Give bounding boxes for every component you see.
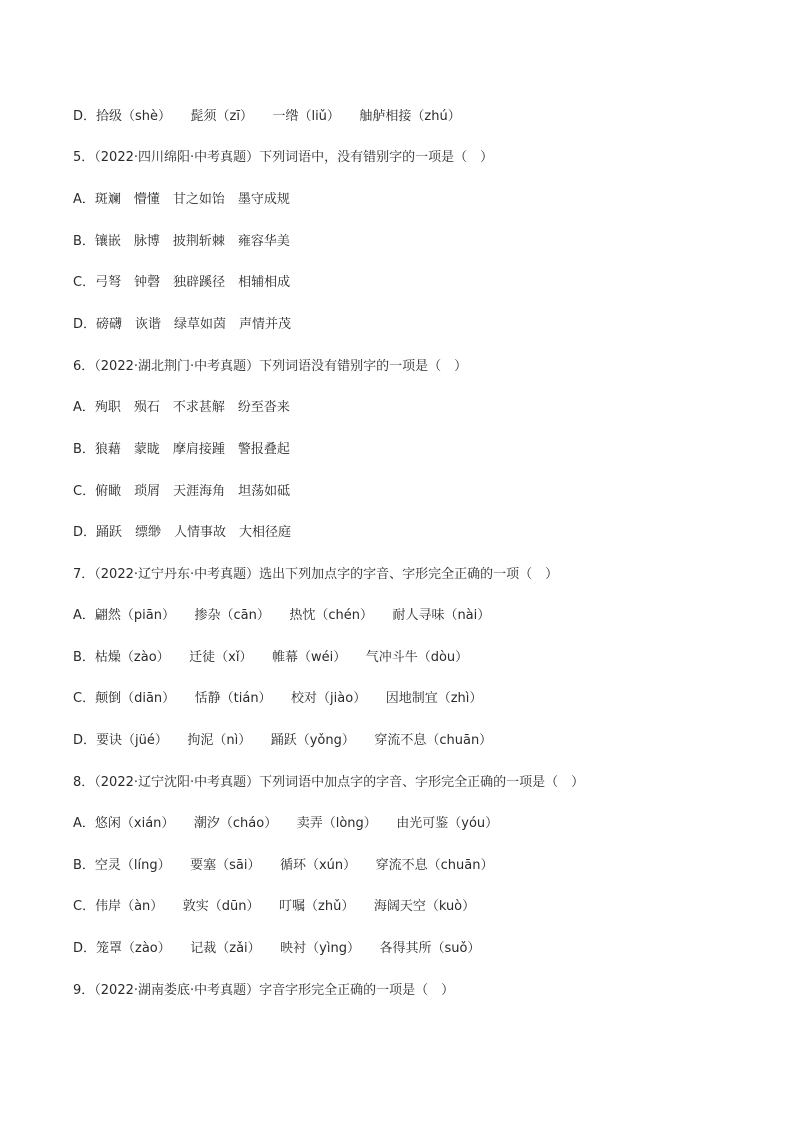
question-9-stem: 9．（2022·湖南娄底·中考真题）字音字形完全正确的一项是（ ）: [73, 983, 455, 998]
option-d-line-q4: D．拾级（shè） 髭须（zī） 一绺（liǔ） 舳舻相接（zhú）: [73, 109, 461, 124]
question-6-option-b: B．狼藉 蒙眬 摩肩接踵 警报叠起: [73, 442, 290, 457]
question-8-stem: 8．（2022·辽宁沈阳·中考真题）下列词语中加点字的字音、字形完全正确的一项是（ ）: [73, 775, 585, 790]
question-5-option-b: B．镶嵌 脉博 披荆斩棘 雍容华美: [73, 234, 290, 249]
question-7-option-a: A．翩然（piān） 掺杂（cān） 热忱（chén） 耐人寻味（nài）: [73, 608, 491, 623]
question-7-option-b: B．枯燥（zào） 迁徒（xǐ） 帷幕（wéi） 气冲斗牛（dòu）: [73, 650, 469, 665]
question-7-stem: 7．（2022·辽宁丹东·中考真题）选出下列加点字的字音、字形完全正确的一项（ ）: [73, 567, 559, 582]
question-6-stem: 6．（2022·湖北荆门·中考真题）下列词语没有错别字的一项是（ ）: [73, 359, 468, 374]
question-7-option-c: C．颠倒（diān） 恬静（tián） 校对（jiào） 因地制宜（zhì）: [73, 691, 483, 706]
question-5-stem: 5．（2022·四川绵阳·中考真题）下列词语中，没有错别字的一项是（ ）: [73, 150, 494, 165]
question-8-option-b: B．空灵（líng） 要塞（sāi） 循环（xún） 穿流不息（chuān）: [73, 858, 494, 873]
question-8-option-d: D．笼罩（zào） 记裁（zǎi） 映衬（yìng） 各得其所（suǒ）: [73, 941, 481, 956]
question-5-option-d: D．磅礴 诙谐 绿草如茵 声情并茂: [73, 317, 292, 332]
question-5-option-a: A．斑斓 懵懂 甘之如饴 墨守成规: [73, 192, 290, 207]
question-8-option-c: C．伟岸（àn） 敦实（dūn） 叮嘱（zhǔ） 海阔天空（kuò）: [73, 899, 476, 914]
question-7-option-d: D．要诀（jüé） 拘泥（nì） 踊跃（yǒng） 穿流不息（chuān）: [73, 733, 493, 748]
question-5-option-c: C．弓弩 钟磬 独辟蹊径 相辅相成: [73, 275, 291, 290]
question-6-option-a: A．殉职 殒石 不求甚解 纷至沓来: [73, 400, 290, 415]
question-6-option-c: C．俯瞰 琐屑 天涯海角 坦荡如砥: [73, 484, 291, 499]
question-6-option-d: D．踊跃 缥缈 人情事故 大相径庭: [73, 525, 292, 540]
question-8-option-a: A．悠闲（xián） 潮汐（cháo） 卖弄（lòng） 由光可鉴（yóu）: [73, 816, 499, 831]
